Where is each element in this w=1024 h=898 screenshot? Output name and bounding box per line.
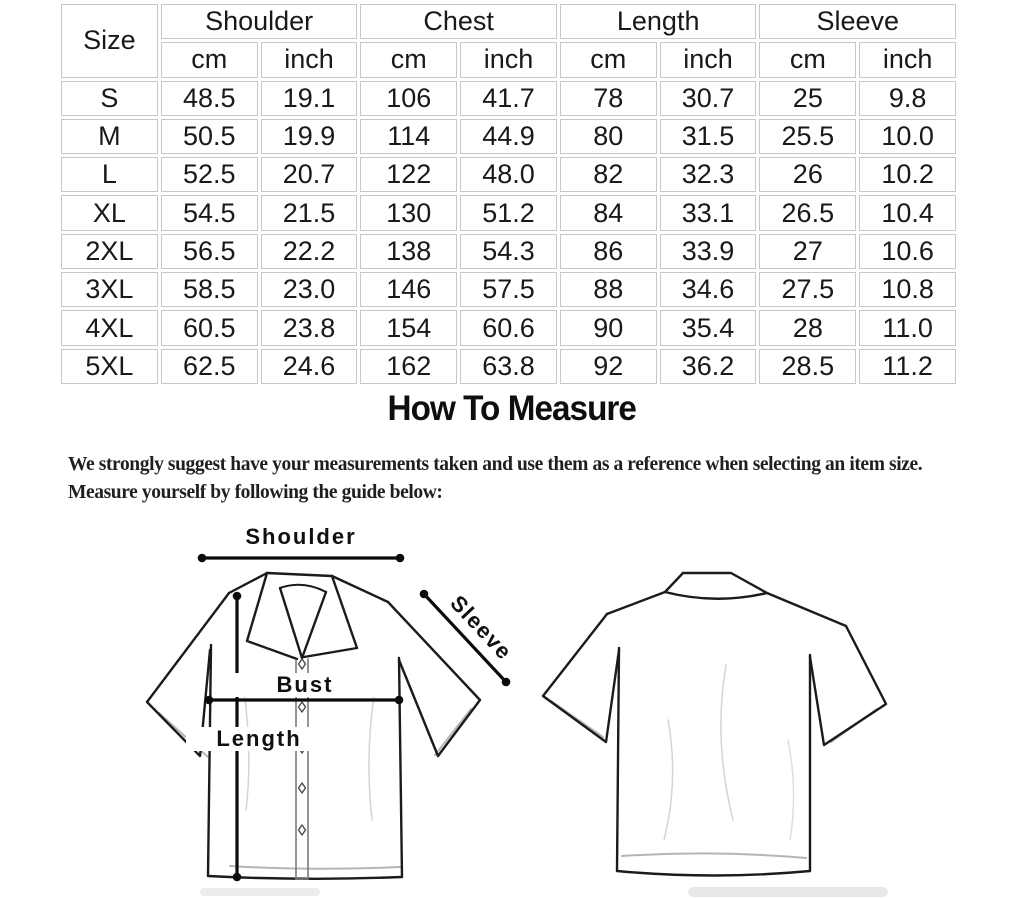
- value-cell: 106: [360, 81, 457, 116]
- size-cell: 4XL: [61, 310, 158, 345]
- value-cell: 19.9: [261, 119, 358, 154]
- value-cell: 48.5: [161, 81, 258, 116]
- size-chart-table: [58, 1, 959, 387]
- value-cell: 114: [360, 119, 457, 154]
- value-cell: 88: [560, 272, 657, 307]
- value-cell: 27: [759, 234, 856, 269]
- value-cell: 154: [360, 310, 457, 345]
- how-to-measure-title: [62, 389, 962, 429]
- value-cell: 11.2: [859, 349, 956, 384]
- value-cell: 122: [360, 157, 457, 192]
- table-row: [61, 157, 956, 192]
- table-row: [61, 81, 956, 116]
- table-row: [61, 195, 956, 230]
- value-cell: 92: [560, 349, 657, 384]
- size-cell: S: [61, 81, 158, 116]
- group-header-row: [61, 4, 956, 39]
- group-header-chest: Chest: [360, 4, 557, 39]
- unit-header: cm: [560, 42, 657, 77]
- value-cell: 10.0: [859, 119, 956, 154]
- back-shirt-drawing: [543, 573, 886, 876]
- bust-measure-label: Bust: [235, 673, 375, 697]
- value-cell: 27.5: [759, 272, 856, 307]
- value-cell: 10.6: [859, 234, 956, 269]
- table-row: [61, 272, 956, 307]
- value-cell: 23.8: [261, 310, 358, 345]
- value-cell: 19.1: [261, 81, 358, 116]
- value-cell: 162: [360, 349, 457, 384]
- size-cell: 3XL: [61, 272, 158, 307]
- value-cell: 60.6: [460, 310, 557, 345]
- value-cell: 31.5: [660, 119, 757, 154]
- size-cell: 5XL: [61, 349, 158, 384]
- value-cell: 54.3: [460, 234, 557, 269]
- value-cell: 23.0: [261, 272, 358, 307]
- value-cell: 34.6: [660, 272, 757, 307]
- table-row: [61, 119, 956, 154]
- shirt-diagram-canvas: [0, 510, 1024, 898]
- table-row: [61, 310, 956, 345]
- how-to-measure-title-text: How To Measure: [387, 389, 637, 428]
- intro-line-1: We strongly suggest have your measurements taken and use them as a reference when selecting an item size.: [68, 454, 923, 475]
- value-cell: 35.4: [660, 310, 757, 345]
- value-cell: 51.2: [460, 195, 557, 230]
- unit-header: cm: [360, 42, 457, 77]
- measure-diagram: [0, 510, 1024, 898]
- value-cell: 63.8: [460, 349, 557, 384]
- value-cell: 62.5: [161, 349, 258, 384]
- size-cell: 2XL: [61, 234, 158, 269]
- value-cell: 54.5: [161, 195, 258, 230]
- table-row: [61, 349, 956, 384]
- shadow: [200, 888, 320, 896]
- value-cell: 138: [360, 234, 457, 269]
- value-cell: 22.2: [261, 234, 358, 269]
- unit-header: cm: [161, 42, 258, 77]
- unit-header: inch: [460, 42, 557, 77]
- value-cell: 80: [560, 119, 657, 154]
- value-cell: 52.5: [161, 157, 258, 192]
- size-cell: L: [61, 157, 158, 192]
- value-cell: 48.0: [460, 157, 557, 192]
- unit-header: inch: [261, 42, 358, 77]
- value-cell: 60.5: [161, 310, 258, 345]
- size-column-header: Size: [61, 4, 158, 78]
- value-cell: 10.2: [859, 157, 956, 192]
- value-cell: 130: [360, 195, 457, 230]
- unit-header: inch: [660, 42, 757, 77]
- front-shirt-drawing: [147, 573, 480, 879]
- value-cell: 10.8: [859, 272, 956, 307]
- value-cell: 30.7: [660, 81, 757, 116]
- value-cell: 28.5: [759, 349, 856, 384]
- value-cell: 86: [560, 234, 657, 269]
- group-header-length: Length: [560, 4, 757, 39]
- value-cell: 9.8: [859, 81, 956, 116]
- value-cell: 24.6: [261, 349, 358, 384]
- value-cell: 25.5: [759, 119, 856, 154]
- intro-line-2: Measure yourself by following the guide below:: [68, 482, 443, 503]
- value-cell: 41.7: [460, 81, 557, 116]
- value-cell: 146: [360, 272, 457, 307]
- value-cell: 90: [560, 310, 657, 345]
- shadow: [688, 887, 888, 897]
- value-cell: 26: [759, 157, 856, 192]
- value-cell: 33.9: [660, 234, 757, 269]
- length-measure-label: Length: [186, 727, 332, 751]
- table-row: [61, 234, 956, 269]
- value-cell: 36.2: [660, 349, 757, 384]
- value-cell: 57.5: [460, 272, 557, 307]
- value-cell: 56.5: [161, 234, 258, 269]
- group-header-shoulder: Shoulder: [161, 4, 358, 39]
- value-cell: 32.3: [660, 157, 757, 192]
- value-cell: 44.9: [460, 119, 557, 154]
- value-cell: 84: [560, 195, 657, 230]
- value-cell: 11.0: [859, 310, 956, 345]
- value-cell: 78: [560, 81, 657, 116]
- unit-header: inch: [859, 42, 956, 77]
- value-cell: 21.5: [261, 195, 358, 230]
- shoulder-measure-label: Shoulder: [245, 524, 357, 549]
- measure-intro-text: [68, 451, 1008, 507]
- value-cell: 10.4: [859, 195, 956, 230]
- value-cell: 82: [560, 157, 657, 192]
- size-cell: M: [61, 119, 158, 154]
- value-cell: 33.1: [660, 195, 757, 230]
- unit-header-row: [61, 42, 956, 77]
- value-cell: 20.7: [261, 157, 358, 192]
- value-cell: 58.5: [161, 272, 258, 307]
- value-cell: 28: [759, 310, 856, 345]
- group-header-sleeve: Sleeve: [759, 4, 956, 39]
- value-cell: 26.5: [759, 195, 856, 230]
- value-cell: 25: [759, 81, 856, 116]
- unit-header: cm: [759, 42, 856, 77]
- sleeve-measure-label: Sleeve: [445, 590, 518, 665]
- value-cell: 50.5: [161, 119, 258, 154]
- size-cell: XL: [61, 195, 158, 230]
